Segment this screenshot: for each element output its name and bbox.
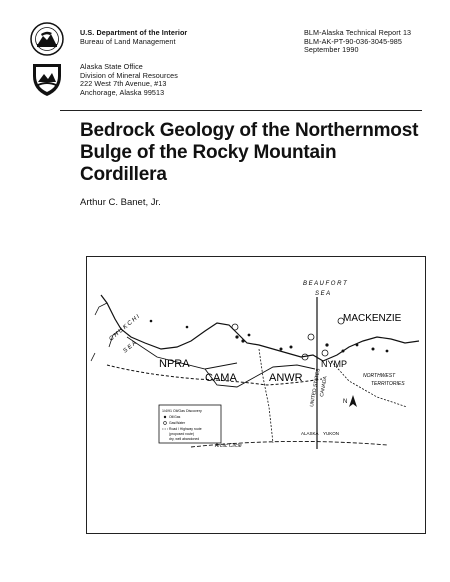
location-map xyxy=(86,256,426,534)
legend-item: Gas/Water xyxy=(169,421,186,425)
report-block xyxy=(304,29,411,55)
npra-label: NPRA xyxy=(159,358,190,370)
canada-label: CANADA xyxy=(319,375,329,398)
cama-label: CAMA xyxy=(205,372,237,384)
sea-label: S E A xyxy=(315,291,331,297)
agency-block xyxy=(80,29,187,46)
agency-name: U.S. Department of the Interior xyxy=(80,28,188,37)
north-arrow-icon xyxy=(343,395,357,407)
title-line-2: Bulge of the Rocky Mountain Cordillera xyxy=(80,142,337,185)
anwr-label: ANWR xyxy=(269,372,303,384)
document-title xyxy=(80,120,420,186)
legend-title: 1/4/91 Oil/Gas Discovery xyxy=(162,409,202,413)
united-states-label: UNITED STATES xyxy=(309,368,322,408)
beaufort-label: B E A U F O R T xyxy=(303,281,347,287)
header-rule xyxy=(60,110,422,111)
yukon-label: YUKON xyxy=(323,431,340,436)
office-city: Anchorage, Alaska 99513 xyxy=(80,87,165,97)
territories-label: TERRITORIES xyxy=(371,381,405,387)
office-block xyxy=(80,63,178,97)
report-code: BLM-AK-PT-90-036-3045-985 xyxy=(304,36,402,46)
arctic-circle-label: Arctic Circle xyxy=(215,443,242,449)
legend-item: (proposed route) xyxy=(169,432,195,436)
map-graphic xyxy=(87,257,425,533)
title-line-1: Bedrock Geology of the Northernmost xyxy=(80,120,419,141)
office-street: 222 West 7th Avenue, #13 xyxy=(80,79,167,89)
doi-seal-logo xyxy=(30,22,64,56)
chukchi-label: C H U K C H I xyxy=(108,313,141,343)
map-legend xyxy=(159,405,221,443)
office-name: Alaska State Office xyxy=(80,62,143,71)
northwest-label: NORTHWEST xyxy=(363,373,396,379)
office-division: Division of Mineral Resources xyxy=(80,70,178,80)
legend-item: Oil/Gas xyxy=(169,415,181,419)
legend-item: dry, well abandoned xyxy=(169,437,200,441)
road-route xyxy=(259,349,273,443)
blm-logo xyxy=(31,62,63,98)
author-name: Arthur C. Banet, Jr. xyxy=(80,197,161,208)
mackenzie-label: MACKENZIE xyxy=(343,313,402,324)
chukchi-sea-label: S E A xyxy=(122,340,138,355)
bureau-name: Bureau of Land Management xyxy=(80,36,176,46)
report-date: September 1990 xyxy=(304,45,359,55)
report-number: BLM-Alaska Technical Report 13 xyxy=(304,28,412,37)
legend-item: Road / Highway route xyxy=(169,427,202,431)
svg-text:N: N xyxy=(343,399,348,405)
nymp-label: NYMP xyxy=(321,359,348,369)
alaska-label: ALASKA xyxy=(301,431,319,436)
